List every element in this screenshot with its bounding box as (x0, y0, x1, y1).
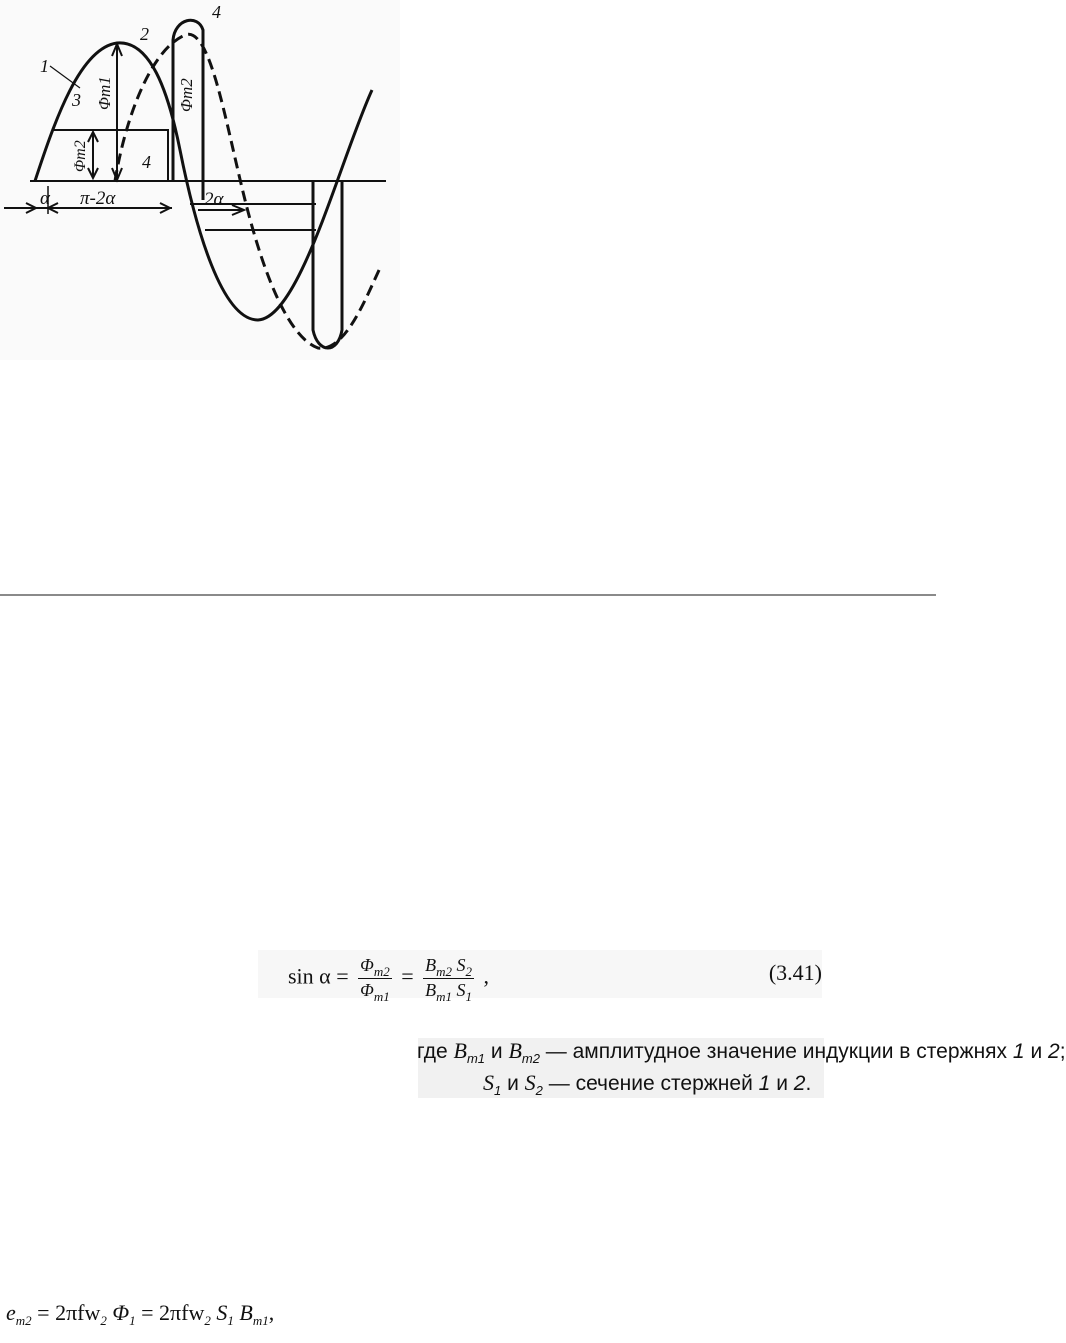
formula-em2: $e_{m2} = 2\pi fw_2$ $\Phi_1 = 2\pi fw_2$ $S_1$ $B_{m1}$, (6, 1300, 275, 1328)
label-alpha: α (40, 188, 50, 209)
label-curve-3: 3 (72, 90, 81, 110)
waveform-drawing (0, 0, 400, 360)
equation-number: (3.41) (768, 960, 822, 985)
page-divider (0, 594, 936, 596)
formula-lhs: sin α = (288, 963, 349, 989)
formula-3-41: sin α = $\frac{\Phi_{m2}}{\Phi_{m1}}$ = $\frac{B_{m2} S_2}{B_{m1} S_1}$ , (3.41) (258, 950, 822, 998)
label-curve-1: 1 (40, 56, 49, 76)
label-curve-2: 2 (140, 24, 149, 44)
explanation-line-1: где $B_{m1}$ и $B_{m2}$ — амплитудное значение индукции в стержнях 1 и 2; (417, 1038, 1066, 1066)
flux-waveform-figure (0, 0, 400, 360)
label-phi-m2-big: Φm2 (177, 78, 196, 112)
curve-2-flux-dashed (115, 34, 380, 348)
label-pi-minus-2alpha: π-2α (80, 188, 116, 209)
fraction-b-s: $\frac{B_{m2} S_2}{B_{m1} S_1}$ (425, 955, 473, 1004)
label-two-alpha: 2α (204, 189, 224, 210)
label-phi-m2: Φm2 (72, 140, 89, 172)
explanation-line-2: $S_1$ и $S_2$ — сечение стержней 1 и 2. (483, 1070, 812, 1098)
label-phi-m1: Φm1 (95, 76, 114, 110)
label-curve-4-top: 4 (212, 2, 221, 22)
fraction-phi: $\frac{\Phi_{m2}}{\Phi_{m1}}$ (360, 955, 390, 1004)
label-curve-4-bottom: 4 (142, 152, 151, 172)
